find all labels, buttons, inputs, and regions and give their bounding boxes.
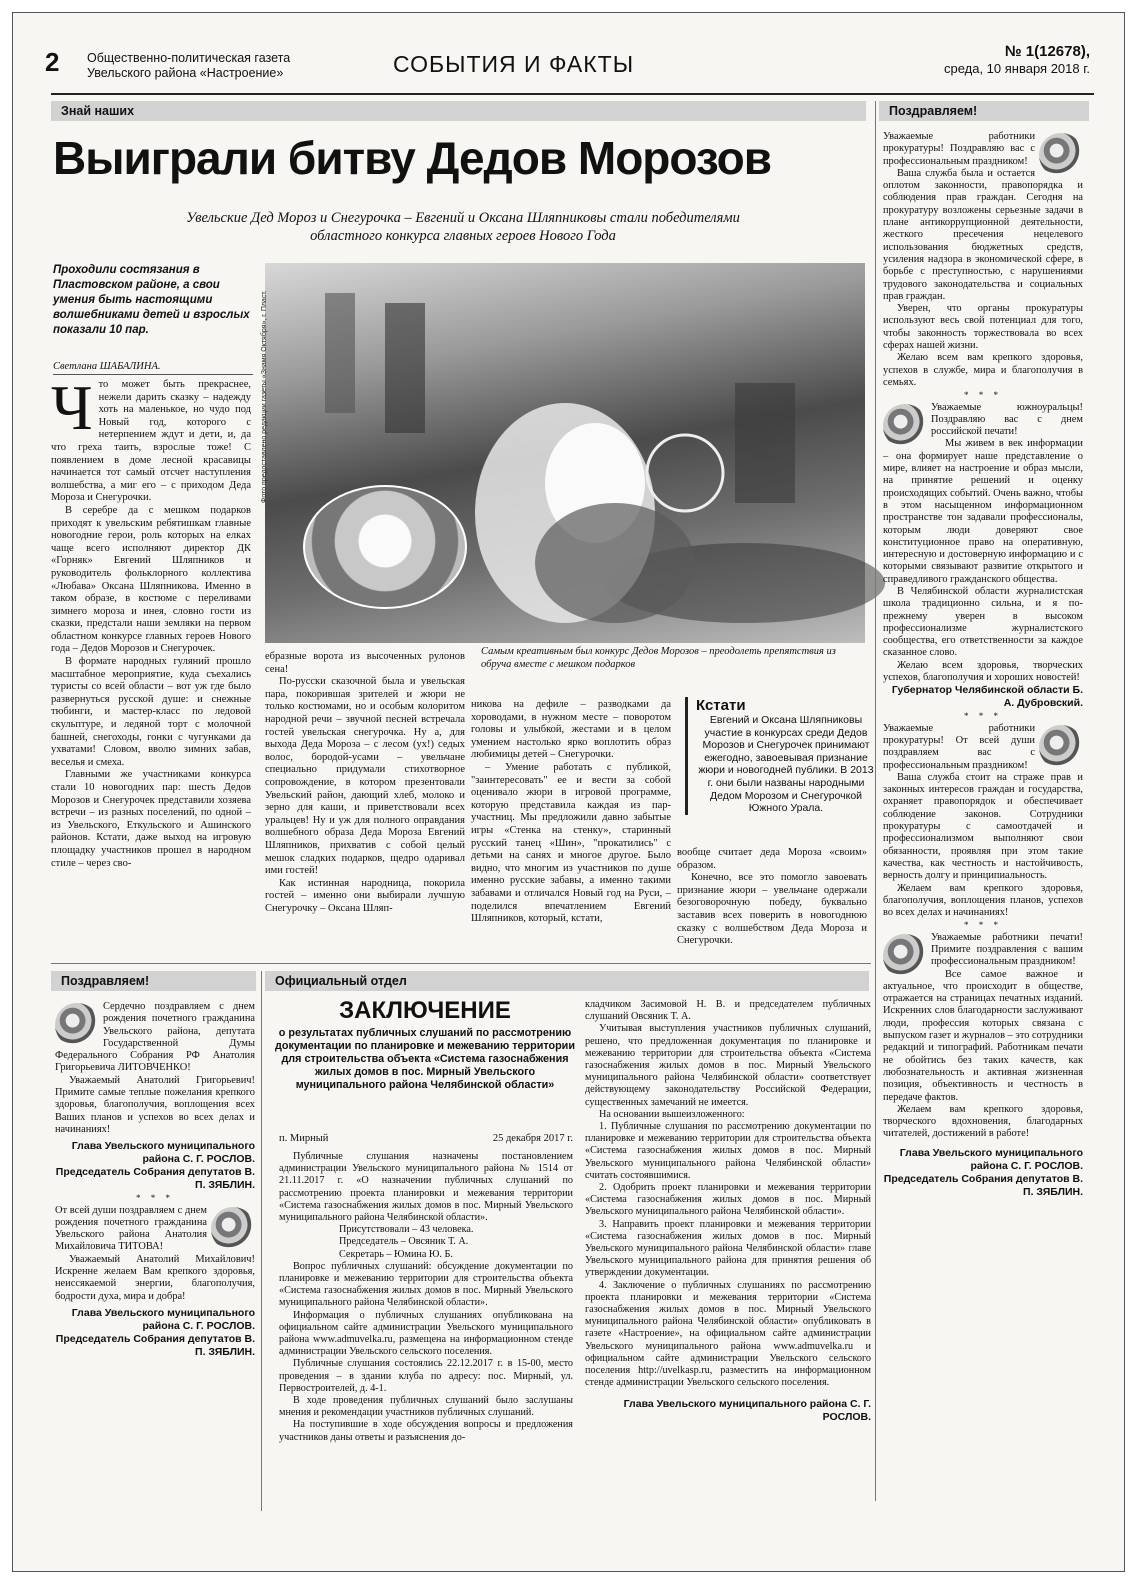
greeting-2-body: Мы живем в век информации – она формирует наше представление о мире, влияет на настроение и образ мысли, на принятие решений и оценку происходящих событий. Очень важно, чтобы в этом насыщенном информационном пространстве тон задавали профессионалы, которым люди доверяют свое конституционное право на оперативную, интересную и достоверную информацию и с которыми связывают развитие открытого и справедливого гражданского общества. (883, 438, 1083, 585)
official-place-date (279, 1133, 573, 1144)
column-2-paragraph-2: По-русски сказочной была и увельская пара, покорившая зрителей и жюри не только костюмами, но и особым колоритом народной речи – звучной песней встречала гостей увельская снегурочка. Ну а, для выхода Деда Мороза – с лесом (ух!) седых волос, бородой-усами – увельчане специально придумали стихотворное сопровождение, в котором презентовали Увельский район, дающий хлеб, молоко и зерно для каши, и приветствовали всех уральцев! Ну и уж для полного оправдания волшебного образа Деда Мороза Евгений Шляпников, прихватив с собой целый мешок сладких подарков, щедро одаривал ими гостей! (265, 676, 465, 877)
column-1-text: то может быть прекраснее, нежели дарить сказку – надежду хоть на маленькое, но чудо под Новый год, которого с нетерпением ждут и дети, и, да что греха таить, взрослые тоже! С появлением в доме лесной красавицы начинается тот самый отсчет наступления волшебства, а миг его – с приходом Деда Мороза и Снегурочки. (51, 379, 251, 504)
official-c2-p6: 3. Направить проект планировки и межевания территории «Система газоснабжения жилых домов в пос. Мирный Увельского муниципального района Челябинской области» главе Увельского муниципального района для принятия решения об утверждении документации. (585, 1218, 871, 1279)
rubric-pozdravlyaem-right: Поздравляем! (879, 101, 1089, 121)
official-column-2 (585, 999, 871, 1424)
flower-icon (211, 1207, 255, 1251)
birthday-2-intro: От всей души поздравляем с днем рождения почетного гражданина Увельского района Анатолия Михайловича ТИТОВА! (55, 1204, 207, 1253)
official-c1-p9: На поступившие в ходе обсуждения вопросы и предложения участников даны ответы и разъяснения до- (279, 1419, 573, 1443)
official-place: п. Мирный (279, 1133, 329, 1144)
article-title: Выиграли битву Дедов Морозов (53, 132, 771, 184)
official-c1-p3: Председатель – Овсяник Т. А. (339, 1236, 469, 1248)
contest-photo (261, 263, 865, 643)
separator-stars: * * * (964, 390, 1002, 401)
right-greetings-column (883, 131, 1083, 1199)
column-4-text: вообще считает деда Мороза «своим» образом. (677, 847, 867, 871)
column-1-paragraph-2: В серебре да с мешком подарков приходят к увельским ребятишкам главные новогодние герои, роль которых на елках чаще всего исполняют директор ДК «Горняк» Евгений Шляпников и руководитель фольклорного коллектива «Любава» Оксана Шляпникова. Именно в таком образе, в костюме с переливами зимнего мороза и инея, словно гости из сказки, предстали наши земляки на первом областном конкурсе главных героев Нового года – Дедов Морозов и Снегурочек. (51, 504, 251, 655)
inset-portrait (303, 485, 467, 609)
greeting-1-closing: Желаю всем вам крепкого здоровья, успехов в службе, мира и благополучия в семьях. (883, 352, 1083, 388)
bottom-section-divider (51, 963, 871, 964)
issue-number: № 1(12678), (1004, 43, 1090, 60)
photo-credit: Фото предоставлено редакции газеты «Знамя Октября», г. Пласт. (261, 290, 268, 503)
rubric-znai-nashih: Знай наших (51, 101, 866, 121)
official-c1-p5: Вопрос публичных слушаний: обсуждение документации по планировке и межеванию территории для строительства объекта «Система газоснабжения жилых домов в пос. Мирный Увельского муниципального района Челябинской области». (279, 1260, 573, 1309)
header-rule (51, 93, 1094, 95)
flower-icon (883, 934, 927, 978)
chairman-signature: Председатель Собрания депутатов В. П. ЗЯБЛИН. (55, 1166, 255, 1192)
official-column-1 (279, 1151, 573, 1444)
chairman-signature: Председатель Собрания депутатов В. П. ЗЯБЛИН. (883, 1172, 1083, 1198)
official-c1-p4: Секретарь – Юмина Ю. Б. (339, 1248, 453, 1260)
birthday-1-wish: Уважаемый Анатолий Григорьевич! Примите самые теплые пожелания крепкого здоровья, благополучия, воплощения всех Ваших планов и успехов во всех делах и начинаниях! (55, 1074, 255, 1135)
article-author: Светлана ШАБАЛИНА. (53, 361, 253, 375)
official-c2-p1: кладчиком Засимовой Н. В. и председателем публичных слушаний Овсяник Т. А. (585, 999, 871, 1023)
greeting-3-body: Ваша служба стоит на страже прав и законных интересов граждан и государства, охраняет правопорядок и обеспечивает соблюдение законов. Сотрудники прокуратуры с самоотдачей и профессионализмом выполняют свои обязанности, проявляя при этом такие качества, как честность и настойчивость, верность долгу и принципиальность. (883, 771, 1083, 882)
drop-cap: Ч (51, 372, 93, 443)
official-c1-p7: Публичные слушания состоялись 22.12.2017 г. в 15-00, место проведения – в здании клуба по адресу: пос. Мирный, ул. Первостроителей, д. 4-1. (279, 1358, 573, 1394)
greeting-1-intro: Уважаемые работники прокуратуры! Поздравляю вас с профессиональным праздником! (883, 131, 1035, 167)
official-c1-p8: В ходе проведения публичных слушаний было заслушаны мнения и рекомендации участников публичных слушаний. (279, 1395, 573, 1419)
greeting-2-school: В Челябинской области журналистская школа традиционно сильна, и я по-прежнему уверен в высоком профессионализме журналистского сообщества, его ответственности за каждое сказанное слово. (883, 585, 1083, 659)
article-column-1 (51, 372, 251, 870)
right-column-divider (875, 101, 876, 1501)
column-2-paragraph-3: Как истинная народница, покорила гостей – именно они выбирали лучшую Снегурочку – Оксана Шляп- (265, 877, 465, 914)
head-signature: Глава Увельского муниципального района С. Г. РОСЛОВ. (71, 1306, 255, 1332)
greeting-2-wish: Желаю всем здоровья, творческих успехов, благополучия и хороших новостей! (883, 659, 1083, 684)
greeting-2-intro: Уважаемые южноуральцы! Поздравляю вас с днем российской печати! (931, 401, 1083, 438)
column-4-paragraph-2: Конечно, все это помогло завоевать признание жюри – увельчане одержали безоговорочную победу, буквально заставив всех поверить в новогоднюю сказку с волшебством Деда Мороза и Снегурочки. (677, 872, 867, 947)
rubric-pozdravlyaem-bottom: Поздравляем! (51, 971, 256, 991)
head-signature: Глава Увельского муниципального района С. Г. РОСЛОВ. (899, 1146, 1083, 1172)
publisher-line-2: Увельского района «Настроение» (87, 66, 284, 80)
official-c2-p7: 4. Заключение о публичных слушаниях по рассмотрению проекта планировки и межевания территории «Система газоснабжения жилых домов в пос. Мирный Увельского муниципального района Челябинской области» опубликовать в газете «Настроение», на официальном сайте администрации Увельского муниципального района www.admuvelka.ru и официальном сайте администрации Увельского сельского поселения http://uvelkasp.ru, разместить на информационном стенде администрации Увельского сельского поселения. (585, 1279, 871, 1389)
greeting-1-body: Ваша служба была и остается оплотом законности, правопорядка и соблюдения прав граждан. Сегодня на прокуратуру возложены серьезные задачи в плане антикоррупционной деятельности, жесткого пресечения нецелевого использования бюджетных средств, усиления надзора в экономической сфере, в борьбе с преступностью, с нарушениями трудового законодательства и социальных прав граждан. (883, 167, 1083, 302)
flower-icon (1039, 133, 1083, 177)
chairman-signature: Председатель Собрания депутатов В. П. ЗЯБЛИН. (55, 1332, 255, 1358)
article-subtitle (73, 209, 853, 245)
issue-date: среда, 10 января 2018 г. (943, 61, 1090, 76)
official-c2-p2: Учитывая выступления участников публичных слушаний, решено, что предложенная документация по планировке и межеванию территории для строительства объекта «Система газоснабжения жилых домов в пос. Мирный Увельского муниципального района Челябинской области» соответствует действующему законодательству Российской Федерации, существенных замечаний не имеется. (585, 1023, 871, 1108)
official-signature: Глава Увельского муниципального района С. Г. РОСЛОВ. (623, 1397, 871, 1423)
article-column-4 (677, 847, 867, 948)
flower-icon (1039, 725, 1083, 769)
section-title: СОБЫТИЯ И ФАКТЫ (393, 51, 635, 77)
kstati-text: Евгений и Оксана Шляпниковы участие в конкурсах среди Дедов Морозов и Снегурочек принимают ежегодно, завоевывая признание жюри и новогодней публики. В 2013 г. они были названы народными Дедом Морозом и Снегурочкой Южного Урала. (698, 714, 874, 815)
kstati-box (685, 697, 876, 815)
article-column-2 (265, 651, 465, 915)
separator-stars: * * * (964, 920, 1002, 931)
page-number: 2 (45, 47, 60, 77)
publisher-name (87, 51, 290, 81)
official-date: 25 декабря 2017 г. (492, 1133, 573, 1144)
birthday-2-wish: Уважаемый Анатолий Михайлович! Искренне желаем Вам крепкого здоровья, неиссякаемой энергии, благополучия, бодрости духа, мира и добра! (55, 1253, 255, 1302)
issue-info (944, 43, 1090, 77)
governor-signature: Губернатор Челябинской области Б. А. Дубровский. (891, 684, 1083, 710)
column-2-text: ебразные ворота из высоченных рулонов сена! (265, 651, 465, 675)
head-signature: Глава Увельского муниципального района С. Г. РОСЛОВ. (71, 1140, 255, 1166)
kstati-title: Кстати (696, 697, 746, 714)
column-1-paragraph-3: В формате народных гуляний прошло масштабное мероприятие, куда съехались туристы со всей области – вот уж где было развернуться русской душе: и снежные тюбинги, и мастер-класс по ледовой скульптуре, и ледяной торт с молочной башней, снегоходы, гонки с чугунками да ухватами! Словом, вволю зимних забав, веселья и смеха. (51, 656, 251, 768)
newspaper-page (12, 12, 1125, 1572)
publisher-line-1: Общественно-политическая газета (87, 51, 291, 65)
official-divider (261, 971, 262, 1511)
greeting-3-intro: Уважаемые работники прокуратуры! От всей души поздравляем вас с профессиональным праздником! (883, 722, 1035, 771)
official-c1-p6: Информация о публичных слушаниях опубликована на официальном сайте администрации Увельского муниципального района www.admuvelka.ru, размещена на информационном стенде администрации Увельского сельского поселения. (279, 1309, 573, 1358)
official-subtitle: о результатах публичных слушаний по рассмотрению документации по планировке и межеванию территории для строительства объекта «Система газоснабжения жилых домов в пос. Мирный Увельского муниципального района Челябинской области» (275, 1027, 575, 1091)
greeting-3-wish: Желаем вам крепкого здоровья, благополучия, воплощения планов, успехов во всех делах и начинаниях! (883, 882, 1083, 919)
official-c2-p5: 2. Одобрить проект планировки и межевания территории «Система газоснабжения жилых домов в пос. Мирный Увельского муниципального района Челябинской области». (585, 1182, 871, 1218)
separator-stars: * * * (136, 1193, 174, 1204)
official-title: ЗАКЛЮЧЕНИЕ (339, 997, 511, 1024)
article-column-3 (471, 699, 671, 926)
greeting-1-wish: Уверен, что органы прокуратуры используют весь свой потенциал для того, чтобы законность торжествовала во всех сферах нашей жизни. (883, 303, 1083, 352)
rubric-official: Официальный отдел (265, 971, 869, 991)
official-c1-p1: Публичные слушания назначены постановлением администрации Увельского муниципального района № 1514 от 21.11.2017 г. «О назначении публичных слушаний по рассмотрению проекта планировки и межевания территории «Система газоснабжения жилых домов в пос. Мирный Увельского муниципального района Челябинской области». (279, 1151, 573, 1224)
official-c1-p2: Присутствовали – 43 человека. (339, 1224, 474, 1236)
flower-icon (55, 1003, 99, 1047)
greeting-4-intro: Уважаемые работники печати! Примите поздравления с вашим профессиональным праздником! (931, 931, 1083, 968)
greeting-4-wish: Желаем вам крепкого здоровья, творческого вдохновения, благодарных читателей, достижений в работе! (883, 1103, 1083, 1140)
subtitle-line-1: Увельские Дед Мороз и Снегурочка – Евгений и Оксана Шляпниковы стали победителями (186, 210, 740, 226)
birthday-1-intro: Сердечно поздравляем с днем рождения почетного гражданина Увельского района, депутата Государственной Думы Федерального Собрания РФ Анатолия Григорьевича ЛИТОВЧЕНКО! (55, 1001, 255, 1074)
greeting-4-body: Все самое важное и актуальное, что происходит в обществе, отражается на страницах печатных изданий. Искренних слов благодарности заслуживают люди, профессия которых связана с выпуском газет и журналов – это сотрудники редакций и типографий. Работникам печати не обойтись без таких качеств, как любознательность и активная жизненная позиция, объективность и честность в передаче фактов. (883, 968, 1083, 1103)
photo-caption: Самым креативным был конкурс Дедов Морозов – преодолеть препятствия из обруча вместе с мешком подарков (481, 646, 836, 670)
column-3-text: никова на дефиле – разводками да хороводами, в нужном месте – поворотом головы и улыбкой, жестами и в целом умением настолько ярко воплотить образ любимицы детей – Снегурочки. (471, 699, 671, 761)
flower-icon (883, 404, 927, 448)
separator-stars: * * * (964, 711, 1002, 722)
official-c2-p4: 1. Публичные слушания по рассмотрению документации по планировке и межеванию территории для строительства объекта «Система газоснабжения жилых домов в пос. Мирный Увельского муниципального района Челябинской области» считать состоявшимися. (585, 1121, 871, 1181)
column-1-paragraph-4: Главными же участниками конкурса стали 10 новогодних пар: шесть Дедов Морозов и Снегурочек представили хозяева встречи – из разных поселений, по одной – из Увельского, Еткульского и Ашинского районов. Кстати, даже выход на игровую площадку участников прошел в народном стиле – через сво- (51, 769, 251, 869)
official-c2-p3: На основании вышеизложенного: (599, 1108, 745, 1120)
column-3-paragraph-2: – Умение работать с публикой, "заинтересовать" ее и вести за собой оценивало жюри в игровой программе, которую представила каждая из пар-участниц. Мы предложили давно забытые игры «Стенка на стенку», старинный русский танец «Шин», "прокатились" с детьми на санях и многое другое. Было видно, что многим из участников по душе именно русские забавы, а именно такими забавами и отличался Новый год на Руси, – поделился впечатлением Евгений Шляпников, который, кстати, (471, 761, 671, 925)
article-lead: Проходили состязания в Пластовском районе, а свои умения быть настоящими волшебниками детей и взрослых показали 10 пар. (53, 264, 250, 336)
subtitle-line-2: областного конкурса главных героев Нового Года (310, 228, 616, 244)
bottom-greetings-column (55, 1001, 255, 1359)
